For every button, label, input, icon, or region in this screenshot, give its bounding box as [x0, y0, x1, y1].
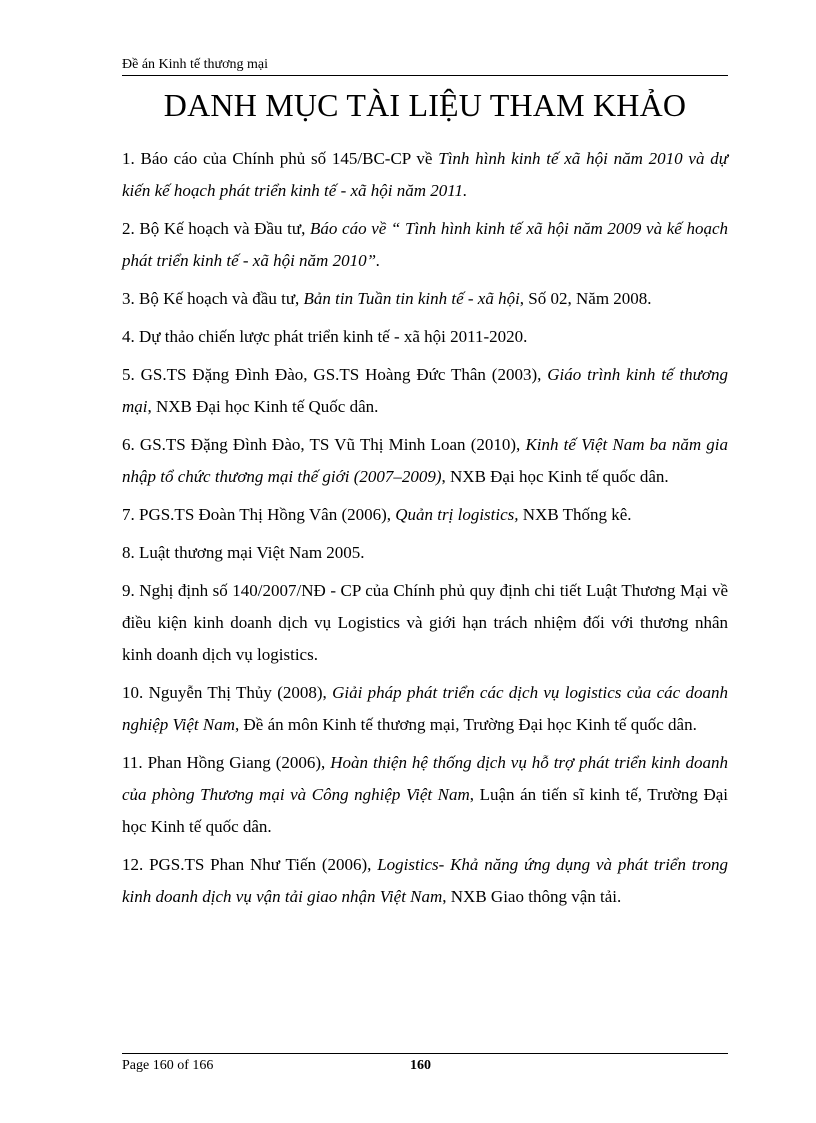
reference-list [122, 143, 728, 919]
reference-item [122, 499, 728, 531]
running-header: Đề án Kinh tế thương mại [122, 56, 728, 76]
reference-item [122, 213, 728, 277]
reference-title-italic: Báo cáo về “ Tình hình kinh tế xã hội năm 2009 và kế hoạch phát triển kinh tế - xã hội năm 2010”. [122, 219, 729, 270]
reference-text: 2. Bộ Kế hoạch và Đầu tư, [122, 219, 310, 238]
reference-text: , Số 02, Năm 2008. [519, 289, 652, 308]
reference-item [122, 429, 728, 493]
reference-item [122, 575, 728, 671]
reference-text: , NXB Giao thông vận tải. [442, 887, 622, 906]
reference-title-italic: Bản tin Tuần tin kinh tế - xã hội [303, 289, 520, 308]
reference-title-italic: Hoàn thiện hệ thống dịch vụ hỗ trợ phát triển kinh doanh của phòng Thương mại và Công nghiệp Việt Nam [122, 753, 728, 804]
reference-text: 10. Nguyễn Thị Thủy (2008), [122, 683, 333, 702]
reference-text: 8. Luật thương mại Việt Nam 2005. [122, 543, 365, 562]
reference-item [122, 359, 728, 423]
reference-text: , NXB Đại học Kinh tế Quốc dân. [147, 397, 379, 416]
reference-item [122, 321, 728, 353]
reference-item [122, 677, 728, 741]
reference-text: , Đề án môn Kinh tế thương mại, Trường Đại học Kinh tế quốc dân. [235, 715, 697, 734]
reference-title-italic: Quản trị logistics, [395, 505, 519, 524]
reference-text: 1. Báo cáo của Chính phủ số 145/BC-CP về [122, 149, 439, 168]
reference-text: , NXB Đại học Kinh tế quốc dân. [441, 467, 669, 486]
reference-text: 12. PGS.TS Phan Như Tiến (2006), [122, 855, 378, 874]
reference-item [122, 143, 728, 207]
reference-item [122, 283, 728, 315]
footer-page-label: Page 160 of 166 [122, 1058, 214, 1073]
reference-text: 11. Phan Hồng Giang (2006), [122, 753, 331, 772]
reference-title-italic: Kinh tế Việt Nam ba năm gia nhập tổ chức thương mại thế giới (2007–2009) [122, 435, 728, 486]
reference-text: 7. PGS.TS Đoàn Thị Hồng Vân (2006), [122, 505, 396, 524]
reference-text: 5. GS.TS Đặng Đình Đào, GS.TS Hoàng Đức Thân (2003), [122, 365, 548, 384]
page-title: DANH MỤC TÀI LIỆU THAM KHẢO [163, 87, 687, 123]
footer-page-number: 160 [410, 1058, 431, 1073]
reference-text: 9. Nghị định số 140/2007/NĐ - CP của Chính phủ quy định chi tiết Luật Thương Mại về điều kiện kinh doanh dịch vụ Logistics và giới hạn trách nhiệm đối với thương nhân kinh doanh dịch vụ logistics. [122, 581, 728, 664]
reference-text: , Luận án tiến sĩ kinh tế, Trường Đại học Kinh tế quốc dân. [122, 785, 729, 836]
reference-item [122, 537, 728, 569]
reference-text: NXB Thống kê. [518, 505, 632, 524]
reference-text: 3. Bộ Kế hoạch và đầu tư, [122, 289, 304, 308]
footer-divider [122, 1053, 728, 1054]
reference-title-italic: Giải pháp phát triển các dịch vụ logistics của các doanh nghiệp Việt Nam [122, 683, 728, 734]
reference-item [122, 849, 728, 913]
reference-title-italic: Tình hình kinh tế xã hội năm 2010 và dự kiến kế hoạch phát triển kinh tế - xã hội năm 2011. [122, 149, 728, 200]
reference-text: 4. Dự thảo chiến lược phát triển kinh tế - xã hội 2011-2020. [122, 327, 528, 346]
reference-item [122, 747, 728, 843]
reference-title-italic: Giáo trình kinh tế thương mại [122, 365, 728, 416]
reference-title-italic: Logistics- Khả năng ứng dụng và phát triển trong kinh doanh dịch vụ vận tải giao nhận Việt Nam [122, 855, 728, 906]
reference-text: 6. GS.TS Đặng Đình Đào, TS Vũ Thị Minh Loan (2010), [122, 435, 526, 454]
